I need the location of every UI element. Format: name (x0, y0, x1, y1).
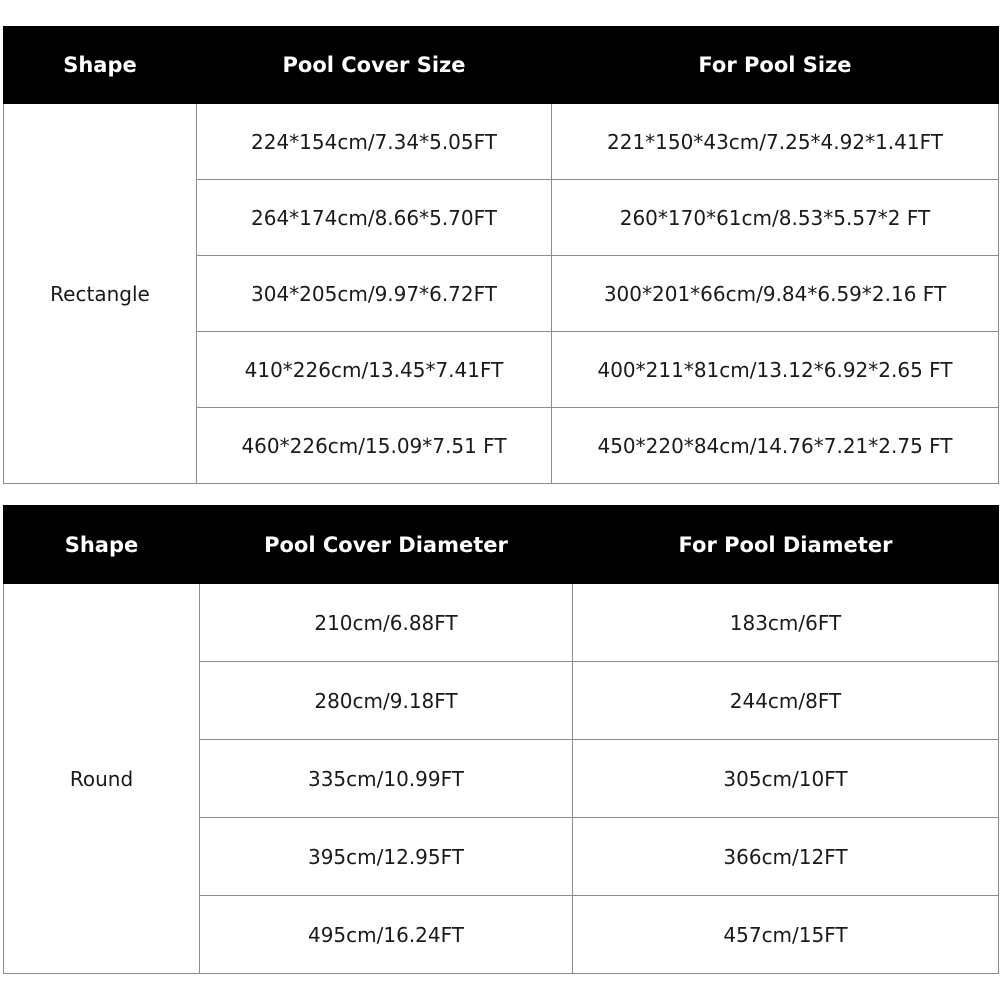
table-header-row (4, 27, 999, 104)
pool-size-cell: 300*201*66cm/9.84*6.59*2.16 FT (552, 256, 999, 332)
pool-size-cell: 260*170*61cm/8.53*5.57*2 FT (552, 180, 999, 256)
header-shape: Shape (4, 506, 200, 584)
header-for-pool-size: For Pool Size (552, 27, 999, 104)
shape-cell-round: Round (4, 584, 200, 974)
header-pool-cover-diameter: Pool Cover Diameter (200, 506, 573, 584)
cover-diameter-cell: 280cm/9.18FT (200, 662, 573, 740)
header-for-pool-diameter: For Pool Diameter (573, 506, 999, 584)
shape-cell-rectangle: Rectangle (4, 104, 197, 484)
pool-size-cell: 450*220*84cm/14.76*7.21*2.75 FT (552, 408, 999, 484)
cover-size-cell: 410*226cm/13.45*7.41FT (197, 332, 552, 408)
round-size-table (3, 505, 999, 974)
cover-size-cell: 460*226cm/15.09*7.51 FT (197, 408, 552, 484)
table-header-row (4, 506, 999, 584)
cover-diameter-cell: 395cm/12.95FT (200, 818, 573, 896)
pool-size-cell: 400*211*81cm/13.12*6.92*2.65 FT (552, 332, 999, 408)
header-shape: Shape (4, 27, 197, 104)
table-row (4, 104, 999, 180)
cover-size-cell: 304*205cm/9.97*6.72FT (197, 256, 552, 332)
header-pool-cover-size: Pool Cover Size (197, 27, 552, 104)
pool-diameter-cell: 183cm/6FT (573, 584, 999, 662)
pool-diameter-cell: 244cm/8FT (573, 662, 999, 740)
pool-diameter-cell: 305cm/10FT (573, 740, 999, 818)
cover-diameter-cell: 495cm/16.24FT (200, 896, 573, 974)
cover-diameter-cell: 210cm/6.88FT (200, 584, 573, 662)
pool-diameter-cell: 366cm/12FT (573, 818, 999, 896)
pool-diameter-cell: 457cm/15FT (573, 896, 999, 974)
pool-size-cell: 221*150*43cm/7.25*4.92*1.41FT (552, 104, 999, 180)
cover-diameter-cell: 335cm/10.99FT (200, 740, 573, 818)
cover-size-cell: 264*174cm/8.66*5.70FT (197, 180, 552, 256)
rectangle-size-table (3, 26, 999, 484)
table-row (4, 584, 999, 662)
cover-size-cell: 224*154cm/7.34*5.05FT (197, 104, 552, 180)
